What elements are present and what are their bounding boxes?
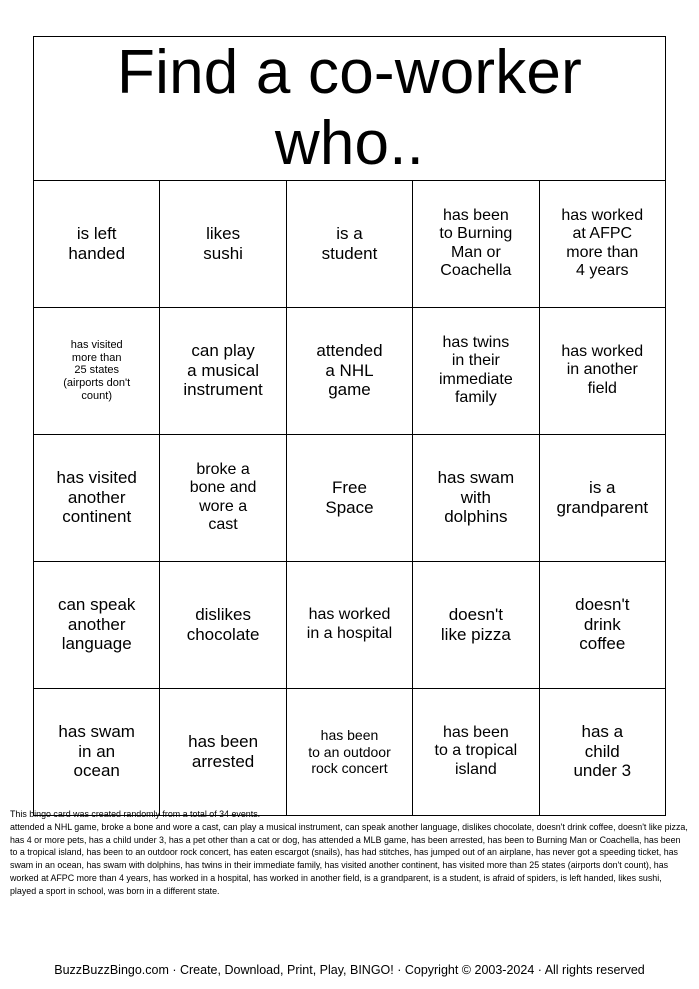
bingo-cell: has been to a tropical island — [413, 688, 539, 815]
bingo-cell: has a child under 3 — [539, 688, 665, 815]
bingo-cell: has swam in an ocean — [34, 688, 160, 815]
bingo-cell: attended a NHL game — [286, 307, 412, 434]
bingo-cell: broke a bone and wore a cast — [160, 434, 286, 561]
note-summary: This bingo card was created randomly from a total of 34 events. — [10, 809, 261, 819]
bingo-cell: can speak another language — [34, 561, 160, 688]
bingo-cell: is left handed — [34, 180, 160, 307]
bingo-cell: has worked at AFPC more than 4 years — [539, 180, 665, 307]
bingo-cell: has visited another continent — [34, 434, 160, 561]
bingo-cell: has been to an outdoor rock concert — [286, 688, 412, 815]
bingo-cell: has been to Burning Man or Coachella — [413, 180, 539, 307]
bingo-cell: has swam with dolphins — [413, 434, 539, 561]
footer-copyright: BuzzBuzzBingo.com · Create, Download, Print, Play, BINGO! · Copyright © 2003-2024 · All rights reserved — [54, 963, 645, 977]
card-title: Find a co-worker who.. — [34, 37, 666, 181]
bingo-cell: doesn't like pizza — [413, 561, 539, 688]
note-event-list: attended a NHL game, broke a bone and wore a cast, can play a musical instrument, can speak another language, dislikes chocolate, doesn't drink coffee, doesn't like pizza, has 4 or more pets, has a child under 3, has a pet other than a cat or dog, has attended a MLB game, has been arrested, has been to Burning Man or Coachella, has been to a tropical island, has been to an outdoor rock concert, has eaten escargot (snails), has had stitches, has jumped out of an airplane, has never got a speeding ticket, has swam in an ocean, has swam with dolphins, has twins in their immediate family, has visited another continent, has visited more than 25 states (airports don't count), has worked at AFPC more than 4 years, has worked in a hospital, has worked in another field, is a grandparent, is a student, is afraid of spiders, is left handed, likes sushi, played a sport in school, was born in a different state. — [10, 821, 688, 896]
bingo-cell: dislikes chocolate — [160, 561, 286, 688]
bingo-cell: can play a musical instrument — [160, 307, 286, 434]
bingo-cell: has twins in their immediate family — [413, 307, 539, 434]
bingo-cell: is a grandparent — [539, 434, 665, 561]
bingo-cell: is a student — [286, 180, 412, 307]
bingo-card — [33, 36, 666, 816]
bingo-cell: has visited more than 25 states (airports don't count) — [34, 307, 160, 434]
bingo-cell: doesn't drink coffee — [539, 561, 665, 688]
bingo-cell: has worked in a hospital — [286, 561, 412, 688]
free-space-cell: Free Space — [286, 434, 412, 561]
bingo-cell: likes sushi — [160, 180, 286, 307]
card-note — [10, 808, 690, 898]
bingo-cell: has been arrested — [160, 688, 286, 815]
bingo-cell: has worked in another field — [539, 307, 665, 434]
